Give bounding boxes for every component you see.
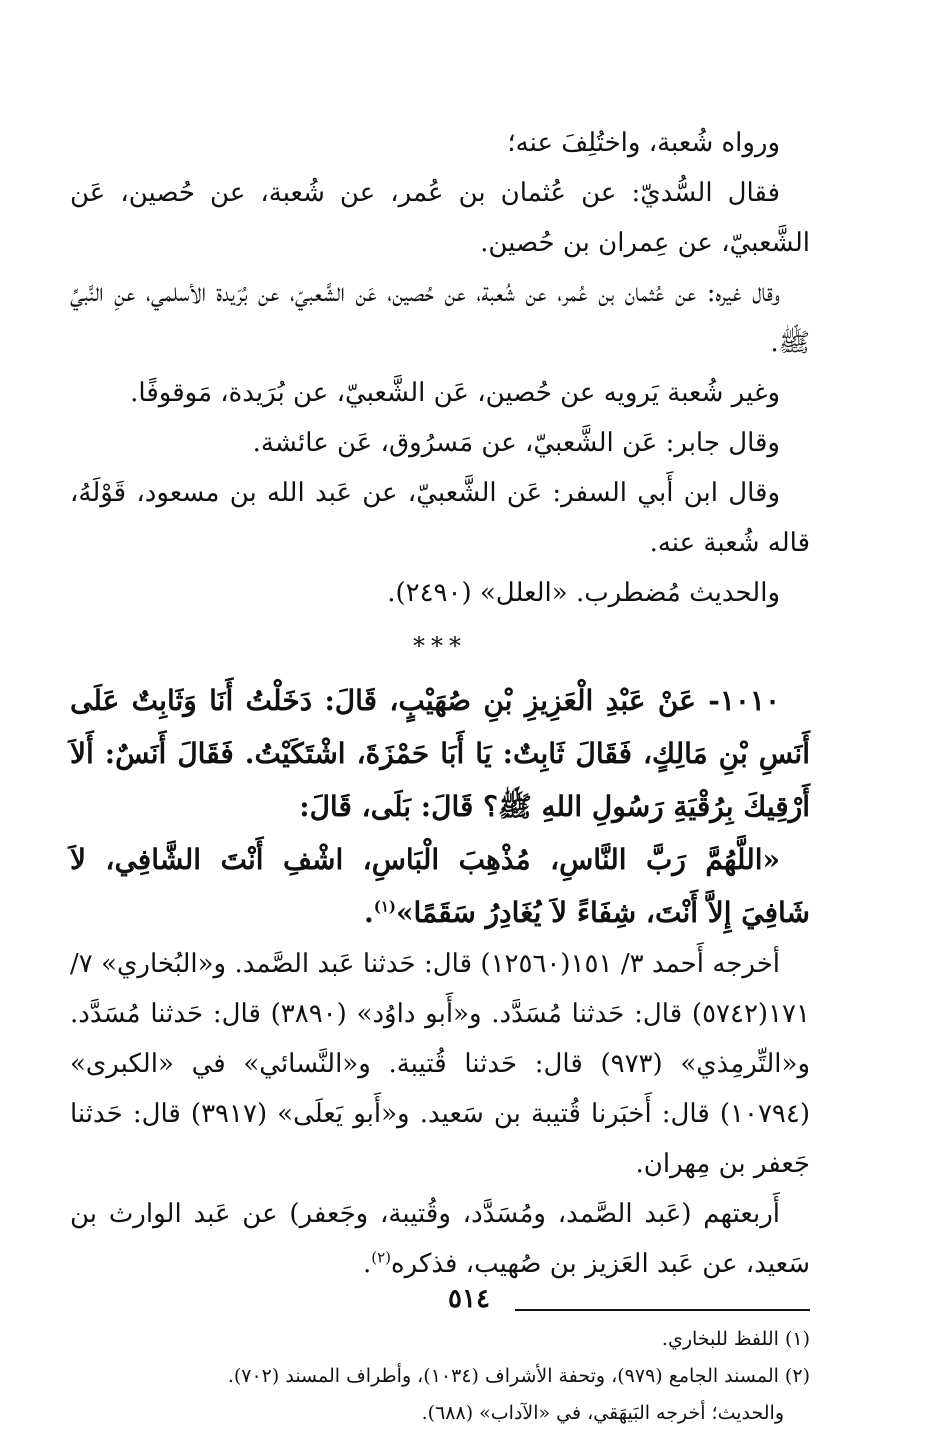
paragraph-mudtarib: والحديث مُضطرب. «العلل» (٢٤٩٠). <box>387 578 780 608</box>
paragraph-ghayruh: وقال غيره: عن عُثمان بن عُمر، عن شُعبة، عن حُصين، عَن الشَّعبيّ، عن بُرَيدة الأسلمي، عنِ النَّبيِّ ﷺ. <box>70 278 810 358</box>
footnote-ref-1: (١) <box>373 897 396 916</box>
dua-text: «اللَّهُمَّ رَبَّ النَّاسِ، مُذْهِبَ الْبَاسِ، اشْفِ أَنْتَ الشَّافِي، لاَ شَافِيَ إِلاَّ أَنْتَ، شِفَاءً لاَ يُغَادِرُ سَقَمًا» <box>70 843 810 929</box>
page-number: ٥١٤ <box>448 1284 490 1314</box>
footnote-2: (٢) المسند الجامع (٩٧٩)، وتحفة الأشراف (١٠٣٤)، وأطراف المسند (٧٠٢). <box>227 1365 810 1387</box>
footnote-1: (١) اللفظ للبخاري. <box>661 1328 810 1350</box>
footnote-ref-2: (٢) <box>371 1248 391 1267</box>
paragraph-mawquf: وغير شُعبة يَرويه عن حُصين، عَن الشَّعبيّ، عن بُرَيدة، مَوقوفًا. <box>130 378 780 408</box>
takhrij-paragraph-1: أخرجه أَحمد ٣/ ١٥١(١٢٥٦٠) قال: حَدثنا عَبد الصَّمد. و«البُخاري» ٧/ ١٧١(٥٧٤٢) قال: حَدثنا مُسَدَّد. و«أَبو داوُد» (٣٨٩٠) قال: حَدثنا مُسَدَّد. و«التِّرمِذي» (٩٧٣) قال: حَدثنا قُتيبة. و«النَّسائي» في «الكبرى» (١٠٧٩٤) قال: أَخبَرنا قُتيبة بن سَعيد. و«أَبو يَعلَى» (٣٩١٧) قال: حَدثنا جَعفر بن مِهران. <box>70 949 810 1179</box>
footnote-2-continued: والحديث؛ أخرجه البَيهَقي، في «الآداب» (٦٨٨). <box>421 1402 784 1424</box>
hadith-text: ١٠١٠- عَنْ عَبْدِ الْعَزِيزِ بْنِ صُهَيْبٍ، قَالَ: دَخَلْتُ أَنَا وَثَابِتٌ عَلَى أَنَسِ بْنِ مَالِكٍ، فَقَالَ ثَابِتٌ: يَا أَبَا حَمْزَةَ، اشْتَكَيْتُ. فَقَالَ أَنَسٌ: أَلاَ أَرْقِيكَ بِرُقْيَةِ رَسُولِ اللهِ ﷺ؟ قَالَ: بَلَى، قَالَ: <box>70 684 810 823</box>
paragraph-suddi: فقال السُّديّ: عن عُثمان بن عُمر، عن شُعبة، عن حُصين، عَن الشَّعبيّ، عن عِمران بن حُصين. <box>70 178 810 258</box>
section-separator: *** <box>413 632 467 660</box>
dua-end: . <box>363 896 374 929</box>
page-body <box>70 118 810 1432</box>
paragraph-jabir: وقال جابر: عَن الشَّعبيّ، عن مَسرُوق، عَن عائشة. <box>252 428 780 458</box>
paragraph-shuba: ورواه شُعبة، واختُلِفَ عنه؛ <box>507 128 780 158</box>
takhrij-paragraph-2 <box>70 1189 810 1289</box>
hadith-dua <box>70 833 810 939</box>
takhrij-text-2: أَربعتهم (عَبد الصَّمد، ومُسَدَّد، وقُتيبة، وجَعفر) عن عَبد الوارث بن سَعيد، عن عَبد العَزيز بن صُهيب، فذكره <box>70 1199 810 1279</box>
takhrij-end-2: . <box>362 1249 372 1279</box>
paragraph-ibn-abi-alsafar: وقال ابن أَبي السفر: عَن الشَّعبيّ، عن عَبد الله بن مسعود، قَوْلَهُ، قاله شُعبة عنه. <box>70 478 810 558</box>
